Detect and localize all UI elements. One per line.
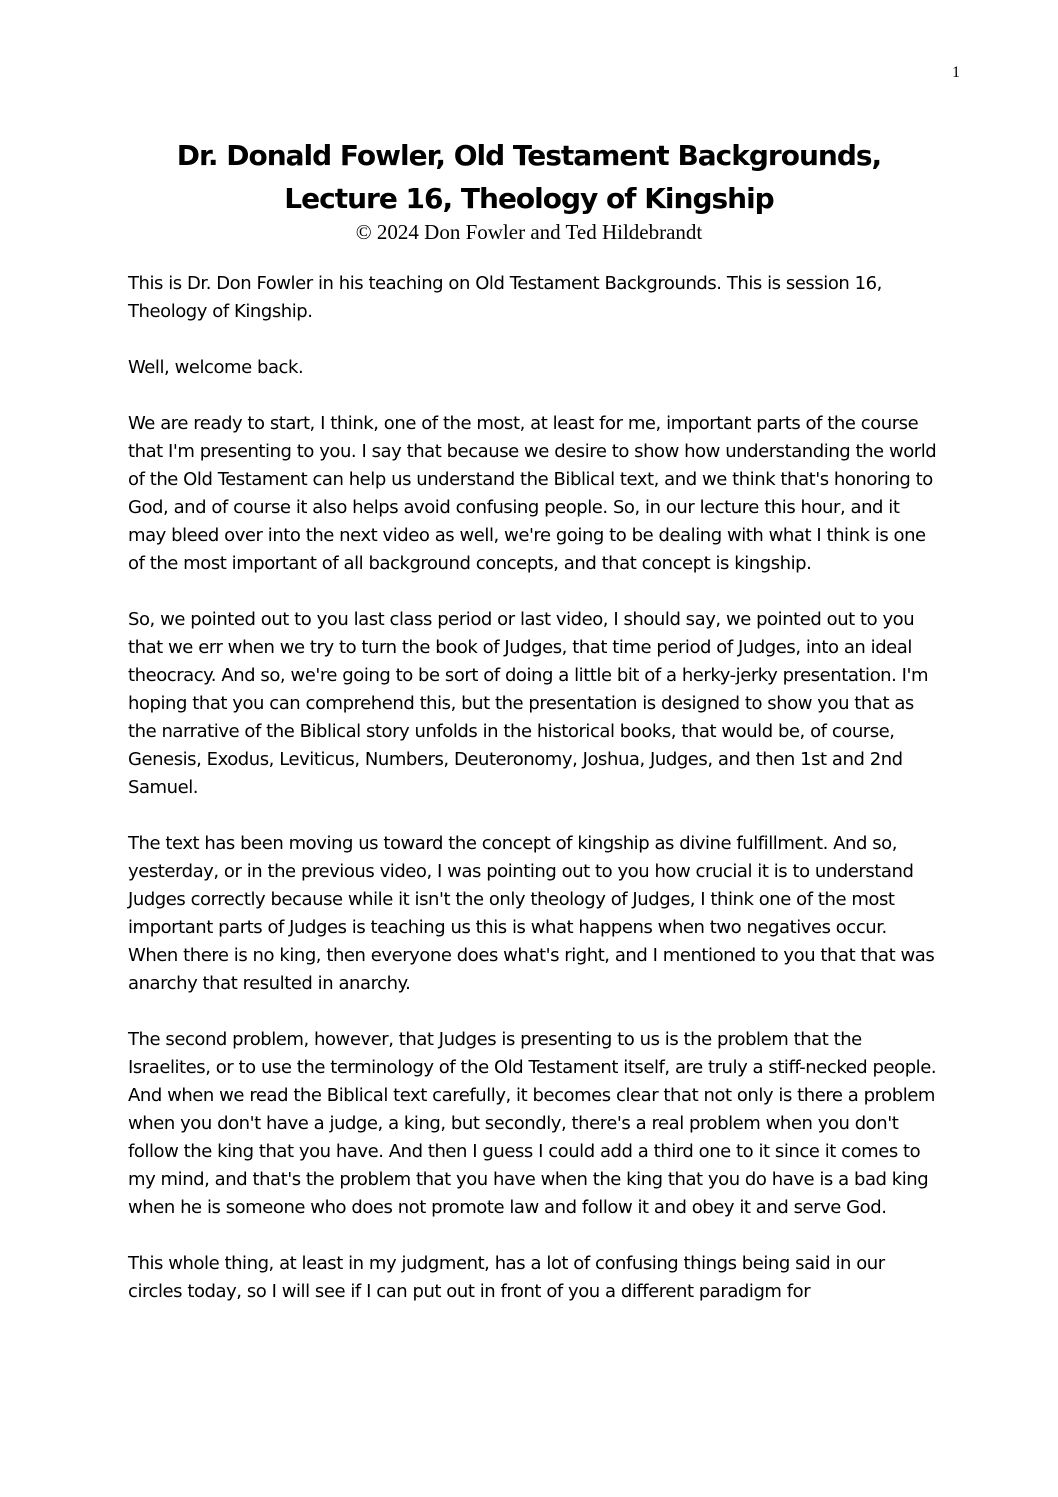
- title-line-2: Lecture 16, Theology of Kingship: [284, 182, 774, 215]
- paragraph: The text has been moving us toward the concept of kingship as divine fulfillment. And so, yesterday, or in the previous video, I was pointing out to you how crucial it is to understand Judges correctly because while it isn't the only theology of Judges, I think one of the most important parts of Judges is teaching us this is what happens when two negatives occur. When there is no king, then everyone does what's right, and I mentioned to you that that was anarchy that resulted in anarchy.: [128, 833, 935, 994]
- title-line-1: Dr. Donald Fowler, Old Testament Backgrounds,: [176, 139, 882, 172]
- paragraph-welcome: Well, welcome back.: [128, 357, 304, 378]
- page-number: 1: [952, 64, 960, 81]
- paragraph: The second problem, however, that Judges is presenting to us is the problem that the Israelites, or to use the terminology of the Old Testament itself, are truly a stiff-necked people. And when we read the Biblical text carefully, it becomes clear that not only is there a problem when you don't have a judge, a king, but secondly, there's a real problem when you don't follow the king that you have. And then I guess I could add a third one to it since it comes to my mind, and that's the problem that you have when the king that you do have is a bad king when he is someone who does not promote law and follow it and obey it and serve God.: [128, 1029, 937, 1218]
- paragraph: We are ready to start, I think, one of the most, at least for me, important parts of the course that I'm presenting to you. I say that because we desire to show how understanding the world of the Old Testament can help us understand the Biblical text, and we think that's honoring to God, and of course it also helps avoid confusing people. So, in our lecture this hour, and it may bleed over into the next video as well, we're going to be dealing with what I think is one of the most important of all background concepts, and that concept is kingship.: [128, 413, 937, 574]
- paragraph: This whole thing, at least in my judgment, has a lot of confusing things being said in our circles today, so I will see if I can put out in front of you a different paradigm for: [128, 1253, 885, 1302]
- document-header: [0, 134, 1058, 244]
- paragraph: So, we pointed out to you last class period or last video, I should say, we pointed out to you that we err when we try to turn the book of Judges, that time period of Judges, into an ideal theocracy. And so, we're going to be sort of doing a little bit of a herky-jerky presentation. I'm hoping that you can comprehend this, but the presentation is designed to show you that as the narrative of the Biblical story unfolds in the historical books, that would be, of course, Genesis, Exodus, Leviticus, Numbers, Deuteronomy, Joshua, Judges, and then 1st and 2nd Samuel.: [128, 609, 929, 798]
- document-body: [128, 270, 938, 1334]
- copyright-line: © 2024 Don Fowler and Ted Hildebrandt: [355, 220, 703, 244]
- paragraph-intro: This is Dr. Don Fowler in his teaching on Old Testament Backgrounds. This is session 16, Theology of Kingship.: [128, 273, 882, 322]
